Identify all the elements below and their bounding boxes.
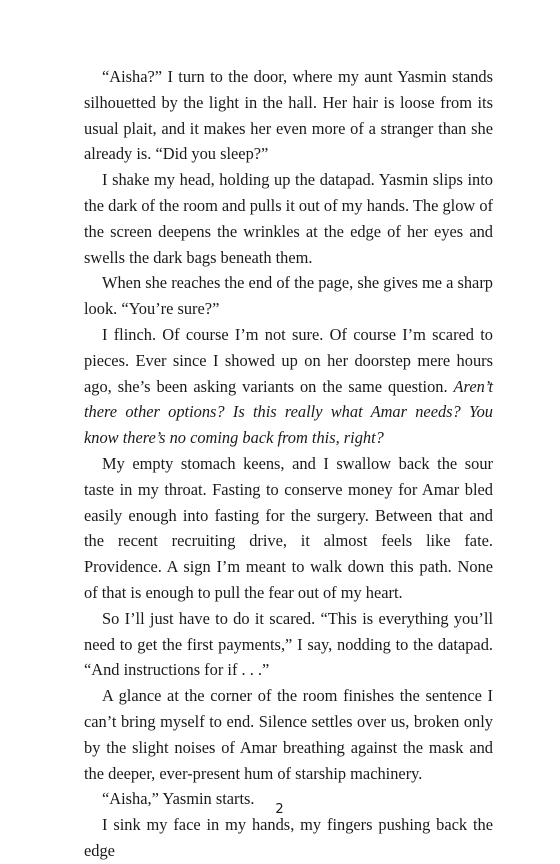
paragraph-6: So I’ll just have to do it scared. “This is everything you’ll need to get the first payments,” I say, nodding to the datapad. “And instructions for if . . .” bbox=[84, 608, 493, 680]
paragraph-2: I shake my head, holding up the datapad. Yasmin slips into the dark of the room and pulls it out of my hands. The glow of the screen deepens the wrinkles at the edge of her eyes and swells the dark bags beneath them. bbox=[84, 170, 493, 267]
paragraph-4 bbox=[84, 322, 493, 451]
paragraph-8: “Aisha,” Yasmin starts. bbox=[102, 789, 255, 809]
paragraph-7: A glance at the corner of the room finishes the sentence I can’t bring myself to end. Silence settles over us, broken only by the slight noises of Amar breathing against the mask and the deeper, ever-present hum of starship machinery. bbox=[84, 686, 493, 783]
paragraph-5: My empty stomach keens, and I swallow back the sour taste in my throat. Fasting to conserve money for Amar bled easily enough into fasting for the surgery. Between that and the recent recruiting drive, it almost feels like fate. Providence. A sign I’m meant to walk down this path. None of that is enough to pull the fear out of my heart. bbox=[84, 453, 493, 602]
paragraph-9: I sink my face in my hands, my fingers pushing back the edge bbox=[84, 815, 493, 860]
page-number: 2 bbox=[275, 802, 285, 817]
paragraph-4-italic: Aren’t there other options? Is this really what Amar needs? You know there’s no coming back from this, right? bbox=[84, 376, 493, 448]
paragraph-1: “Aisha?” I turn to the door, where my aunt Yasmin stands silhouetted by the light in the hall. Her hair is loose from its usual plait, and it makes her even more of a stranger than she already is. “Did you sleep?” bbox=[84, 67, 493, 164]
paragraph-4-roman: I flinch. Of course I’m not sure. Of course I’m scared to pieces. Ever since I showed up on her doorstep mere hours ago, she’s been asking variants on the same question. bbox=[84, 324, 493, 396]
book-page-body bbox=[84, 64, 493, 864]
paragraph-3: When she reaches the end of the page, she gives me a sharp look. “You’re sure?” bbox=[84, 273, 493, 319]
